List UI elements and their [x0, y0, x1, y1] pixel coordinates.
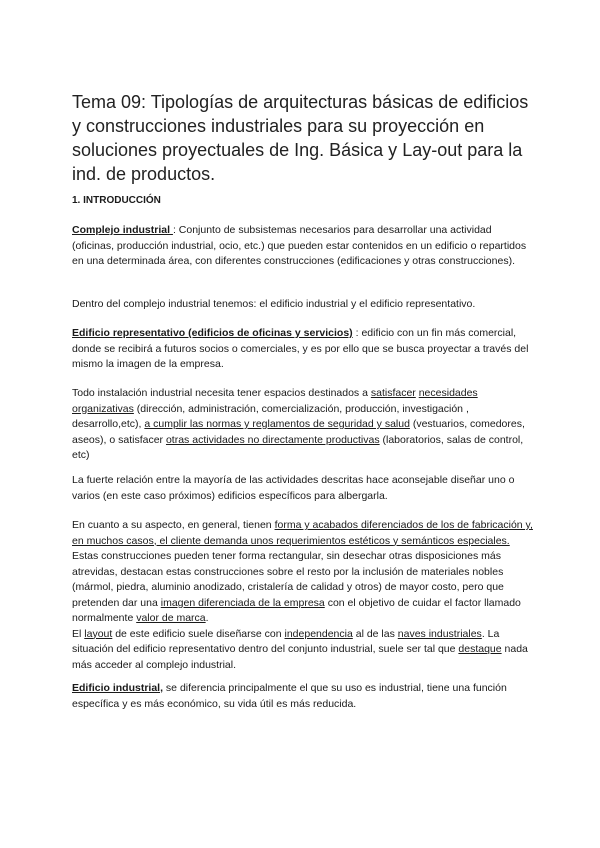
- underlined-span: satisfacer: [370, 387, 416, 399]
- text-span: Todo instalación industrial necesita tener espacios destinados a: [72, 387, 371, 399]
- paragraph-text: se diferencia principalmente el que su uso es industrial, tiene una función específica y es más económico, su vida útil es más reducida.: [72, 682, 507, 710]
- underlined-span: a cumplir las normas y reglamentos de seguridad y salud: [144, 418, 410, 430]
- term-edificio-industrial: Edificio industrial,: [72, 682, 164, 694]
- paragraph-complejo-industrial: [72, 223, 534, 270]
- text-span: con el objetivo de cuidar el factor llamado normalmente: [72, 596, 521, 624]
- text-span: de este edificio suele diseñarse con: [112, 627, 285, 640]
- underlined-span: independencia: [284, 627, 353, 640]
- text-span: al de las: [352, 627, 398, 640]
- section-heading-introduccion: 1. INTRODUCCIÓN: [72, 195, 161, 206]
- underlined-span: imagen diferenciada de la empresa: [160, 596, 325, 609]
- text-span: En cuanto a su aspecto, en general, tienen: [72, 519, 275, 531]
- underlined-span: destaque: [458, 643, 502, 655]
- underlined-span: layout: [84, 627, 113, 640]
- paragraph-text: : Conjunto de subsistemas necesarios para desarrollar una actividad (oficinas, producción industrial, ocio, etc.) que pueden estar contenidos en un edificio o repartidos en una determinada área, con diferentes construcciones (edificaciones y otras construcciones).: [72, 224, 527, 267]
- underlined-span: valor de marca: [136, 612, 206, 624]
- underlined-span: naves industriales: [397, 627, 482, 640]
- paragraph-edificio-industrial: [72, 681, 534, 712]
- term-edificio-representativo: Edificio representativo (edificios de oficinas y servicios): [72, 327, 353, 339]
- text-span: .: [205, 612, 209, 624]
- text-span: (vestuarios, comedores, aseos), o satisfacer: [72, 418, 525, 446]
- paragraph-fuerte-relacion: La fuerte relación entre la mayoría de las actividades descritas hace aconsejable diseñar uno o varios (en este caso próximos) edificios específicos para albergarla.: [72, 474, 515, 502]
- paragraph-text: : edificio con un fin más comercial, donde se recibirá a futuros socios o comerciales, y es por ello que se busca proyectar a través del mismo la imagen de la empresa.: [72, 327, 529, 370]
- underlined-span: otras actividades no directamente productivas: [165, 433, 380, 446]
- paragraph-instalacion-industrial: [72, 386, 534, 464]
- underlined-span: necesidades organizativas: [72, 387, 478, 415]
- underlined-span: forma y acabados diferenciados de los de fabricación y, en muchos casos, el cliente demanda unos requerimientos estéticos y semánticos especiales.: [72, 519, 533, 547]
- text-span: (laboratorios, salas de control, etc): [72, 433, 524, 461]
- text-span: nada más acceder al complejo industrial.: [72, 643, 528, 671]
- term-complejo-industrial: Complejo industrial: [72, 224, 173, 236]
- paragraph-aspecto: [72, 518, 534, 673]
- text-span: El: [72, 627, 85, 640]
- text-span: (dirección, administración, comercialización, producción, investigación , desarrollo,etc),: [72, 402, 469, 430]
- text-span: Estas construcciones pueden tener forma rectangular, sin desechar otras disposiciones más atrevidas, destacan estas construcciones sobre el resto por la inclusión de materiales nobles (mármol, piedra, aluminio anodizado, cristalería de calidad y otros) de mayor costo, pero que pretenden dar una: [72, 550, 504, 609]
- text-span: . La situación del edificio representativo dentro del conjunto industrial, suele ser tal que: [72, 627, 500, 655]
- paragraph-edificio-representativo: [72, 326, 534, 373]
- document-title: Tema 09: Tipologías de arquitecturas básicas de edificios y construcciones industriales para su proyección en soluciones proyectuales de Ing. Básica y Lay-out para la ind. de productos.: [72, 92, 529, 184]
- paragraph-dentro-complejo: Dentro del complejo industrial tenemos: el edificio industrial y el edificio representativo.: [72, 298, 476, 310]
